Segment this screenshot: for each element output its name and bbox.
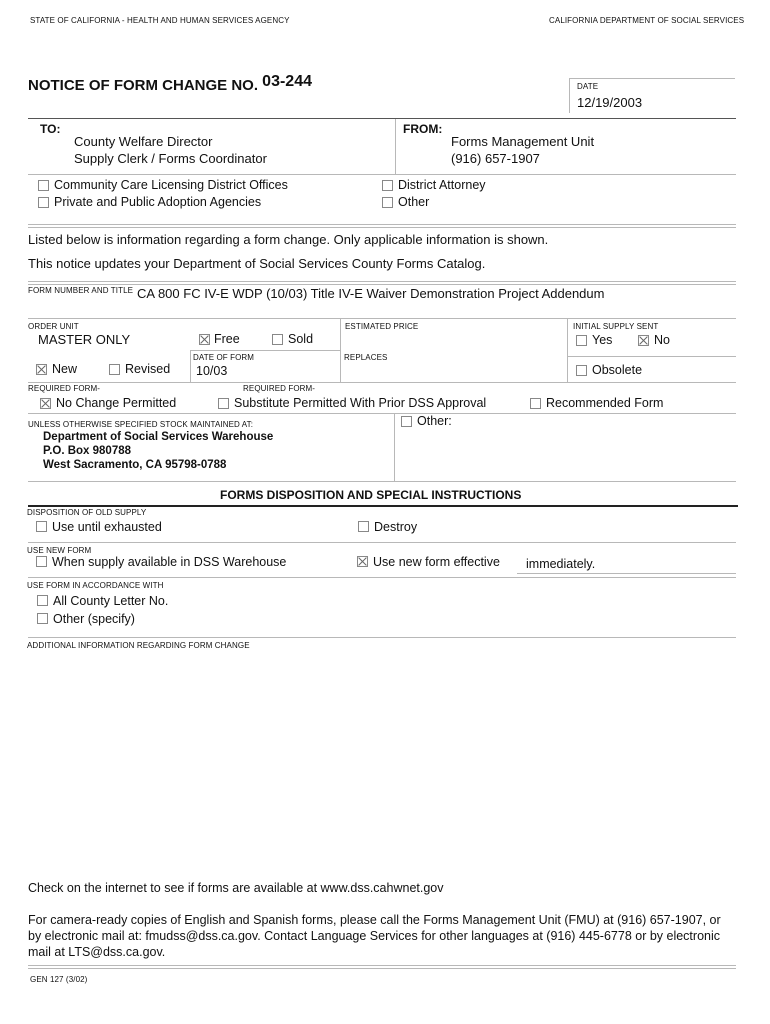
replaces-label: REPLACES [344, 353, 388, 362]
internet-note: Check on the internet to see if forms are available at www.dss.cahwnet.gov [28, 881, 444, 895]
form-id: GEN 127 (3/02) [30, 975, 88, 984]
stock-other-label: Other: [417, 414, 452, 428]
stock-line2: P.O. Box 980788 [43, 445, 132, 457]
camera-ready-line3: mail at LTS@dss.ca.gov. [28, 945, 166, 959]
substitute-checkbox[interactable] [218, 398, 229, 409]
revised-checkbox[interactable] [109, 364, 120, 375]
acl-label: All County Letter No. [53, 594, 169, 608]
free-checkbox[interactable] [199, 334, 210, 345]
acl-checkbox[interactable] [37, 595, 48, 606]
required-form-label: REQUIRED FORM- [28, 384, 101, 393]
intro-line2: This notice updates your Department of Social Services County Forms Catalog. [28, 256, 486, 271]
supply-no-label: No [654, 333, 670, 347]
when-supply-checkbox[interactable] [36, 556, 47, 567]
additional-info-area[interactable] [28, 652, 736, 867]
stock-other-checkbox[interactable] [401, 416, 412, 427]
order-unit-value[interactable]: MASTER ONLY [38, 332, 131, 347]
additional-info-label: ADDITIONAL INFORMATION REGARDING FORM CHANGE [27, 641, 250, 650]
to-line2: Supply Clerk / Forms Coordinator [74, 151, 267, 166]
obsolete-checkbox[interactable] [576, 365, 587, 376]
other-recipient-label: Other [398, 195, 430, 209]
new-checkbox[interactable] [36, 364, 47, 375]
supply-no-checkbox[interactable] [638, 335, 649, 346]
to-label: TO: [40, 122, 61, 136]
to-line1: County Welfare Director [74, 134, 213, 149]
camera-ready-line2: by electronic mail at: fmudss@dss.ca.gov. Contact Language Services for other languages at (916) 445-6778 or by electronic [28, 929, 720, 943]
sold-checkbox[interactable] [272, 334, 283, 345]
ccl-label: Community Care Licensing District Offices [54, 178, 288, 192]
notice-number: 03-244 [262, 73, 312, 90]
from-line2: (916) 657-1907 [451, 151, 540, 166]
new-label: New [52, 362, 78, 376]
title-prefix: NOTICE OF FORM CHANGE NO. [28, 77, 258, 94]
recommended-checkbox[interactable] [530, 398, 541, 409]
use-until-exhausted-label: Use until exhausted [52, 520, 162, 534]
date-label: DATE [577, 82, 599, 91]
supply-yes-label: Yes [592, 333, 613, 347]
free-label: Free [214, 332, 240, 346]
form-number-value[interactable]: CA 800 FC IV-E WDP (10/03) Title IV-E Waiver Demonstration Project Addendum [137, 286, 605, 301]
camera-ready-line1: For camera-ready copies of English and Spanish forms, please call the Forms Management Unit (FMU) at (916) 657-1907, or [28, 913, 721, 927]
substitute-label: Substitute Permitted With Prior DSS Approval [234, 396, 487, 410]
effective-checkbox[interactable] [357, 556, 368, 567]
destroy-label: Destroy [374, 520, 418, 534]
stock-label: UNLESS OTHERWISE SPECIFIED STOCK MAINTAINED AT: [28, 420, 254, 429]
obsolete-label: Obsolete [592, 363, 643, 377]
order-unit-label: ORDER UNIT [28, 322, 79, 331]
agency-right: CALIFORNIA DEPARTMENT OF SOCIAL SERVICES [549, 16, 745, 25]
other-specify-checkbox[interactable] [37, 613, 48, 624]
ccl-checkbox[interactable] [38, 180, 49, 191]
adoption-checkbox[interactable] [38, 197, 49, 208]
from-label: FROM: [403, 122, 443, 136]
no-change-label: No Change Permitted [56, 396, 177, 410]
date-value[interactable]: 12/19/2003 [577, 95, 643, 110]
agency-left: STATE OF CALIFORNIA - HEALTH AND HUMAN SERVICES AGENCY [30, 16, 290, 25]
recommended-label: Recommended Form [546, 396, 664, 410]
when-supply-label: When supply available in DSS Warehouse [52, 555, 287, 569]
accordance-label: USE FORM IN ACCORDANCE WITH [27, 581, 164, 590]
old-supply-label: DISPOSITION OF OLD SUPPLY [27, 508, 147, 517]
stock-line3: West Sacramento, CA 95798-0788 [43, 459, 227, 471]
intro-line1: Listed below is information regarding a form change. Only applicable information is shown. [28, 232, 549, 247]
district-attorney-label: District Attorney [398, 178, 486, 192]
date-of-form-value[interactable]: 10/03 [196, 364, 228, 378]
form-number-label: FORM NUMBER AND TITLE [28, 286, 134, 295]
required-form-label-2: REQUIRED FORM- [243, 384, 316, 393]
supply-yes-checkbox[interactable] [576, 335, 587, 346]
other-recipient-checkbox[interactable] [382, 197, 393, 208]
other-specify-label: Other (specify) [53, 612, 135, 626]
no-change-checkbox[interactable] [40, 398, 51, 409]
from-line1: Forms Management Unit [451, 134, 595, 149]
adoption-label: Private and Public Adoption Agencies [54, 195, 262, 209]
use-new-form-label: USE NEW FORM [27, 546, 92, 555]
revised-label: Revised [125, 362, 171, 376]
sold-label: Sold [288, 332, 314, 346]
initial-supply-label: INITIAL SUPPLY SENT [573, 322, 659, 331]
page-title [28, 73, 312, 95]
stock-line1: Department of Social Services Warehouse [43, 431, 274, 443]
effective-label: Use new form effective [373, 555, 500, 569]
use-until-exhausted-checkbox[interactable] [36, 521, 47, 532]
district-attorney-checkbox[interactable] [382, 180, 393, 191]
date-of-form-label: DATE OF FORM [193, 353, 255, 362]
estimated-price-label: ESTIMATED PRICE [345, 322, 419, 331]
disposition-heading: FORMS DISPOSITION AND SPECIAL INSTRUCTIONS [220, 488, 522, 502]
destroy-checkbox[interactable] [358, 521, 369, 532]
effective-value[interactable]: immediately. [526, 557, 596, 571]
